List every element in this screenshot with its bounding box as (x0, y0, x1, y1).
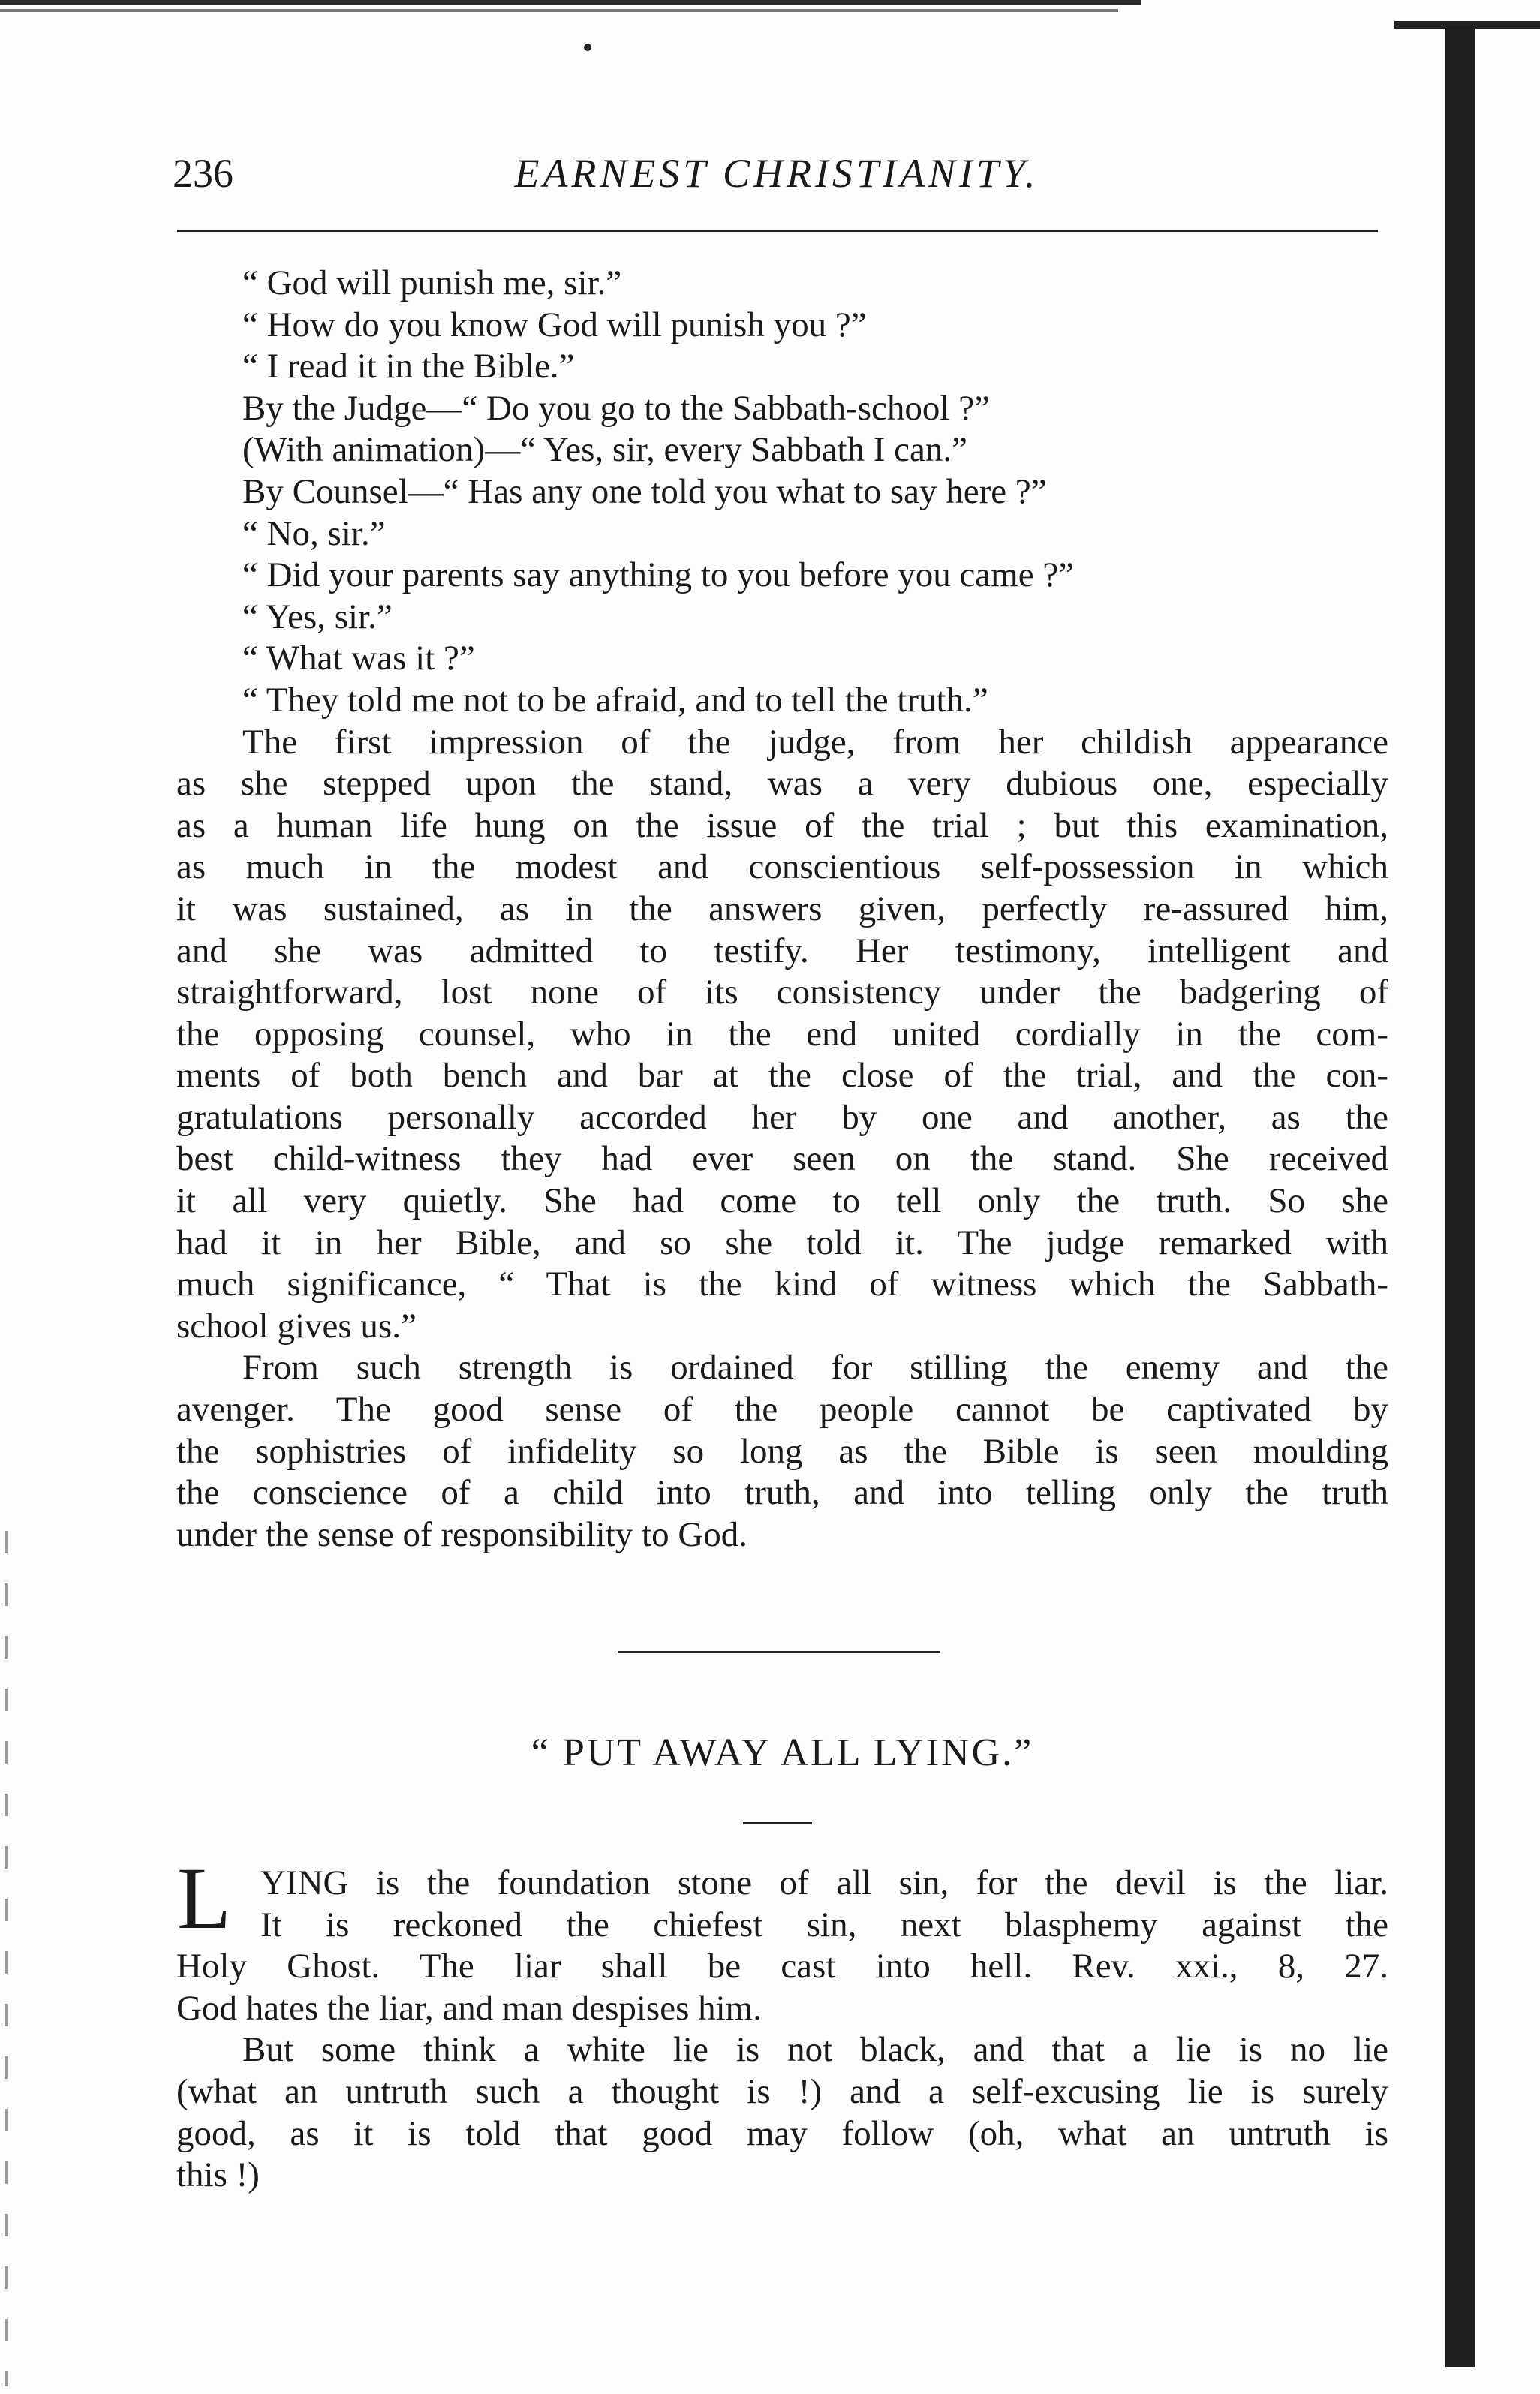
text-line: the sophistries of infidelity so long as the Bible is seen moulding (176, 1431, 1388, 1471)
text-line: this !) (176, 2155, 260, 2195)
text-line: But some think a white lie is not black, and that a lie is no lie (242, 2030, 1388, 2070)
dialogue-line: By the Judge—“ Do you go to the Sabbath-school ?” (242, 388, 990, 428)
text-line: gratulations personally accorded her by one and another, as the (176, 1097, 1388, 1137)
page-body (176, 263, 1388, 1556)
drop-capital: L (177, 1849, 232, 1947)
text-line: ments of both bench and bar at the close of the trial, and the con- (176, 1056, 1388, 1096)
top-border-rule (0, 0, 1141, 5)
header-rule (177, 230, 1378, 232)
paragraph-white-lie (176, 2029, 1388, 2196)
text-line: best child-witness they had ever seen on the stand. She received (176, 1139, 1388, 1179)
dialogue-line: “ They told me not to be afraid, and to tell the truth.” (242, 680, 988, 720)
text-line: under the sense of responsibility to God. (176, 1514, 748, 1554)
text-line: (what an untruth such a thought is !) and a self-excusing lie is surely (176, 2071, 1388, 2111)
paragraph-strength (176, 1347, 1388, 1556)
book-spine-shadow (1445, 26, 1475, 2367)
paragraph-first-impression (176, 722, 1388, 1348)
text-line: it was sustained, as in the answers given, perfectly re-assured him, (176, 889, 1388, 928)
dialogue-line: “ How do you know God will punish you ?” (242, 305, 867, 344)
text-line: school gives us.” (176, 1306, 417, 1346)
text-line: It is reckoned the chiefest sin, next blasphemy against the (260, 1905, 1388, 1944)
section-heading: “ PUT AWAY ALL LYING.” (531, 1731, 1034, 1774)
text-line: had it in her Bible, and so she told it. The judge remarked with (176, 1223, 1388, 1262)
dialogue-line: “ I read it in the Bible.” (242, 347, 575, 386)
page-header (173, 150, 1381, 203)
text-line: straightforward, lost none of its consistency under the badgering of (176, 973, 1388, 1012)
text-line: the conscience of a child into truth, and into telling only the truth (176, 1473, 1388, 1513)
section-body (176, 1863, 1388, 2197)
text-line: good, as it is told that good may follow (oh, what an untruth is (176, 2113, 1388, 2153)
margin-marks (5, 1531, 8, 2386)
text-line: From such strength is ordained for stilling the enemy and the (242, 1348, 1388, 1388)
dialogue-line: (With animation)—“ Yes, sir, every Sabbath I can.” (242, 430, 968, 470)
text-line: as a human life hung on the issue of the trial ; but this examination, (176, 805, 1388, 845)
text-line: as she stepped upon the stand, was a very dubious one, especially (176, 764, 1388, 804)
section-divider (618, 1651, 940, 1653)
dialogue-line: “ Did your parents say anything to you before you came ?” (242, 555, 1075, 595)
dialogue-block (176, 263, 1388, 722)
dialogue-line: “ God will punish me, sir.” (242, 263, 622, 302)
text-line: much significance, “ That is the kind of witness which the Sabbath- (176, 1265, 1388, 1304)
top-border-rule-secondary (0, 9, 1118, 12)
text-line: and she was admitted to testify. Her testimony, intelligent and (176, 931, 1388, 970)
text-line: the opposing counsel, who in the end united cordially in the com- (176, 1014, 1388, 1054)
running-title: EARNEST CHRISTIANITY. (514, 151, 1039, 196)
text-line: Holy Ghost. The liar shall be cast into hell. Rev. xxi., 8, 27. (176, 1947, 1388, 1986)
text-line: God hates the liar, and man despises him. (176, 1988, 762, 2028)
text-line: avenger. The good sense of the people cannot be captivated by (176, 1390, 1388, 1430)
heading-rule (743, 1822, 812, 1824)
text-line: YING is the foundation stone of all sin, for the devil is the liar. (260, 1863, 1388, 1902)
dialogue-line: “ No, sir.” (242, 513, 386, 553)
paragraph-lying (176, 1863, 1388, 2029)
text-line: The first impression of the judge, from her childish appearance (242, 722, 1388, 762)
text-line: it all very quietly. She had come to tell only the truth. So she (176, 1181, 1388, 1221)
dialogue-line: “ Yes, sir.” (242, 597, 393, 636)
ink-dot (584, 44, 591, 51)
text-line: as much in the modest and conscientious self-possession in which (176, 847, 1388, 887)
dialogue-line: By Counsel—“ Has any one told you what to say here ?” (242, 471, 1047, 511)
page-number: 236 (173, 151, 233, 196)
dialogue-line: “ What was it ?” (242, 639, 475, 678)
